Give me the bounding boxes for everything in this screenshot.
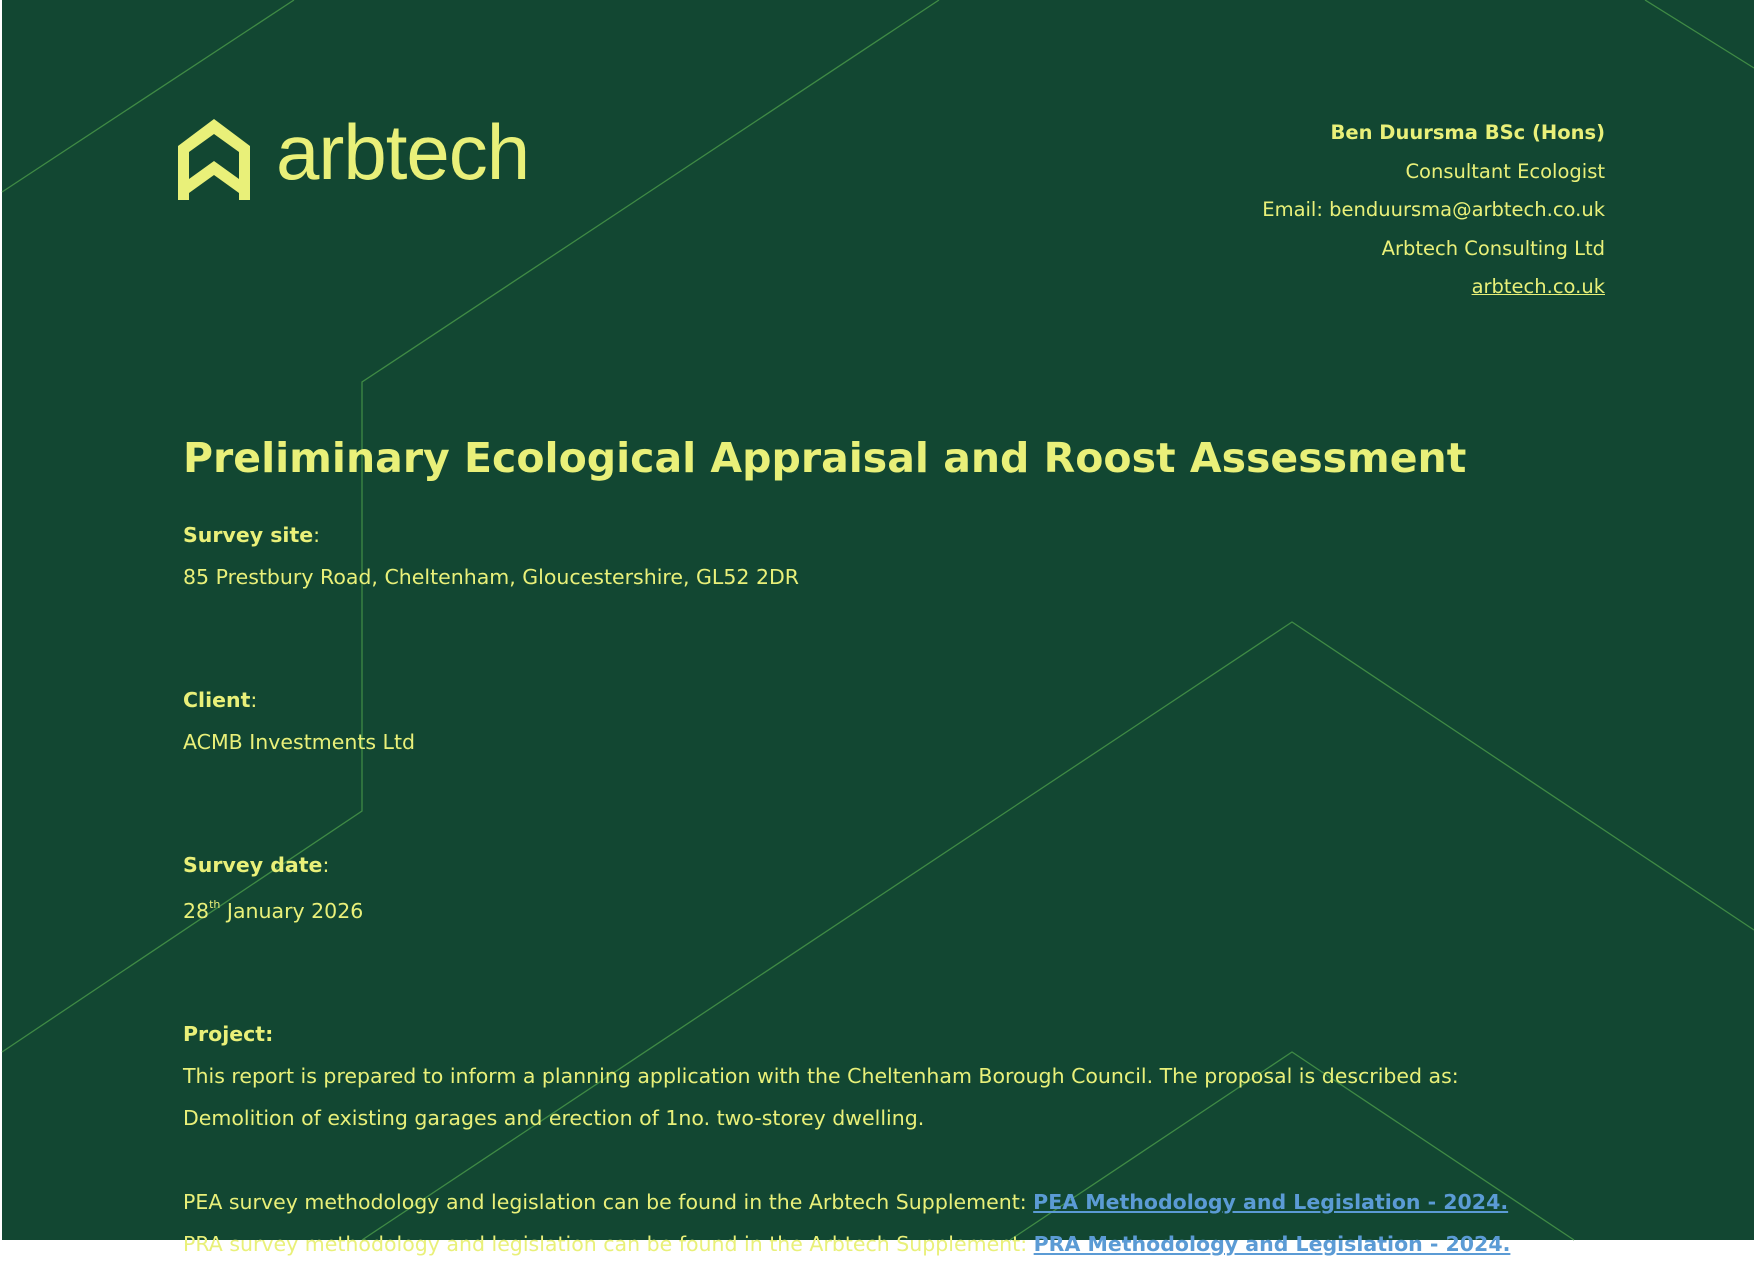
- survey-site-label: Survey site:: [183, 523, 321, 547]
- project-description: This report is prepared to inform a planning application with the Cheltenham Borough Council. The proposal is described as:: [183, 1063, 1459, 1088]
- project-proposal: Demolition of existing garages and erection of 1no. two-storey dwelling.: [183, 1105, 925, 1130]
- survey-date-label: Survey date:: [183, 853, 330, 877]
- author-role: Consultant Ecologist: [1405, 159, 1605, 183]
- client-label: Client:: [183, 688, 258, 712]
- company-name: Arbtech Consulting Ltd: [1381, 236, 1605, 260]
- pra-methodology-line: [183, 1223, 1603, 1265]
- author-contact-block: [1262, 114, 1605, 307]
- pra-methodology-link[interactable]: PRA Methodology and Legislation - 2024.: [1033, 1231, 1511, 1256]
- survey-date-label-text: Survey date: [183, 853, 323, 877]
- author-name: Ben Duursma BSc (Hons): [1330, 121, 1605, 144]
- pea-methodology-text: PEA survey methodology and legislation can be found in the Arbtech Supplement:: [183, 1189, 1034, 1214]
- author-email[interactable]: Email: benduursma@arbtech.co.uk: [1262, 198, 1605, 221]
- project-label: Project:: [183, 1021, 274, 1046]
- client-value: ACMB Investments Ltd: [183, 730, 416, 754]
- background-line: [1645, 0, 1754, 68]
- arbtech-chevron-icon: [178, 116, 250, 200]
- survey-date-day: 28: [183, 898, 210, 923]
- client-label-text: Client: [183, 688, 251, 712]
- company-website-link[interactable]: arbtech.co.uk: [1471, 275, 1605, 298]
- survey-date-value: [183, 886, 1603, 932]
- company-logo: [178, 108, 530, 200]
- report-title: Preliminary Ecological Appraisal and Roost Assessment: [183, 434, 1467, 482]
- report-cover-page: [2, 0, 1754, 1256]
- pea-methodology-link[interactable]: PEA Methodology and Legislation - 2024.: [1033, 1189, 1509, 1214]
- report-details: [183, 432, 1603, 1265]
- pra-methodology-text: PRA survey methodology and legislation can be found in the Arbtech Supplement:: [183, 1231, 1034, 1256]
- logo-wordmark: arbtech: [276, 108, 530, 196]
- survey-date-rest: January 2026: [220, 898, 364, 923]
- survey-date-suffix: th: [209, 898, 221, 911]
- pea-methodology-line: [183, 1181, 1603, 1223]
- survey-site-value: 85 Prestbury Road, Cheltenham, Gloucestershire, GL52 2DR: [183, 565, 800, 589]
- survey-site-label-text: Survey site: [183, 523, 314, 547]
